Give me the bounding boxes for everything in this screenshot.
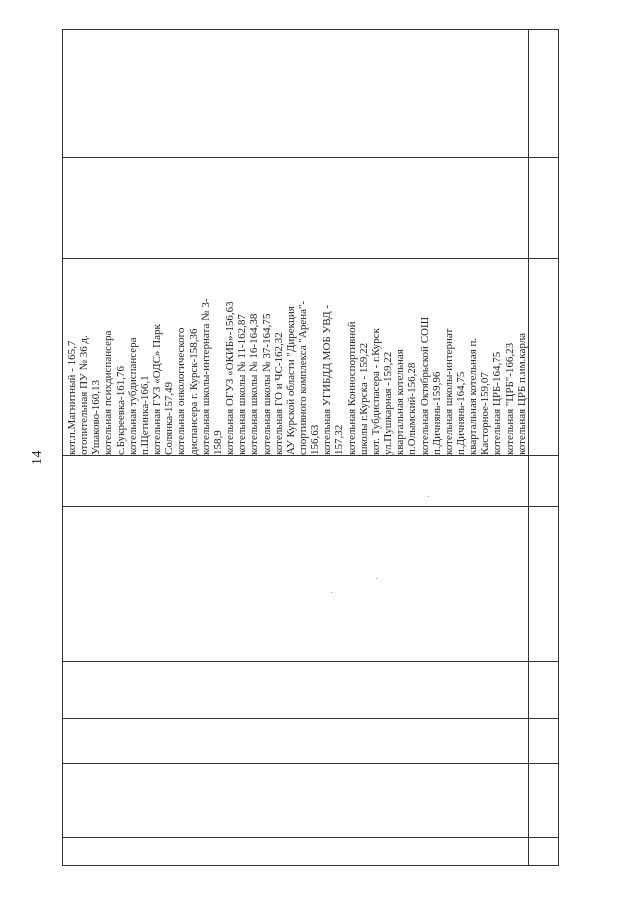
cell-line: 158,9 bbox=[211, 430, 224, 455]
cell-line: 157,32 bbox=[333, 424, 346, 455]
cell-line: 156,63 bbox=[309, 424, 322, 455]
cell-line: Касторное-159,07 bbox=[479, 372, 492, 455]
table-divider bbox=[62, 258, 559, 259]
cell-line: кот.п.Магнитный - 165,7 bbox=[66, 340, 78, 455]
cell-line: спортивного комплекса "Арена"- bbox=[296, 300, 309, 455]
cell-line: с.Букреевка-161,76 bbox=[114, 366, 127, 455]
cell-line: котельная школы-интернат bbox=[442, 328, 455, 455]
cell-line: отопительная ПУ № 36 д. bbox=[78, 335, 91, 455]
cell-line: кот. Тубдиспасера - г.Курск bbox=[369, 328, 382, 455]
cell-line: котельная школы-интерната № 3- bbox=[199, 298, 212, 455]
cell-line: п.Дичнянь-164,75 bbox=[455, 371, 467, 455]
cell-line: котельная ГО и ЧС-162,32 bbox=[272, 332, 285, 455]
cell-line: Солянка-157,49 bbox=[163, 381, 176, 455]
table-divider bbox=[62, 455, 559, 456]
table-divider bbox=[62, 718, 559, 719]
cell-line: котельная ГУЗ «ОДС» Парк bbox=[151, 324, 164, 455]
cell-line: котельная ЦРБ п.им.карла bbox=[515, 332, 528, 455]
cell-line: котельная ОГУЗ «ОКИБ»-156,63 bbox=[224, 301, 237, 455]
cell-line: квартальная котельная bbox=[394, 349, 407, 455]
boiler-list-cell bbox=[66, 260, 553, 455]
cell-line: котельная Конноспортивной bbox=[345, 321, 358, 455]
cell-line: котельная ЦРБ-164,75 bbox=[491, 351, 504, 455]
cell-line: школы г.Курска - 159,22 bbox=[357, 342, 370, 455]
cell-line: п.Дичнянь-159,96 bbox=[430, 371, 443, 455]
cell-line: котельная тубдиспансера bbox=[126, 337, 139, 455]
cell-line: диспансера г. Курск-158,36 bbox=[187, 328, 200, 455]
cell-line: котельная школы № 16-164,38 bbox=[248, 313, 261, 455]
cell-line: квартальная котельная п. bbox=[467, 337, 480, 455]
cell-line: п.Щетинка-166,1 bbox=[138, 375, 151, 455]
table-divider bbox=[62, 763, 559, 764]
scan-speck bbox=[428, 496, 429, 497]
cell-line: котельная психдиспансера bbox=[102, 330, 115, 455]
cell-line: котельная онкологического bbox=[175, 327, 188, 455]
page-number: 14 bbox=[30, 450, 45, 465]
scan-speck bbox=[331, 592, 332, 593]
cell-line: котельная "ЦРБ"-166,23 bbox=[503, 342, 516, 455]
cell-line: котельная школы № 37-164,75 bbox=[260, 313, 273, 455]
cell-line: котельная Октябрьской СОШ bbox=[418, 316, 431, 455]
cell-line: п.Олымский-156,28 bbox=[406, 362, 419, 455]
table-divider bbox=[62, 157, 559, 158]
cell-line: Ушаково-160,13 bbox=[90, 380, 103, 455]
table-divider bbox=[62, 661, 559, 662]
cell-line: ул.Пушкарная -159,22 bbox=[382, 351, 395, 455]
cell-line: АУ Курской области "Дирекция bbox=[284, 306, 297, 455]
table-divider bbox=[62, 506, 559, 507]
table-divider bbox=[62, 837, 559, 838]
cell-line: котельная УГИБДД МОБ УВД - bbox=[321, 304, 334, 455]
cell-line: котельная школы № 11-162,87 bbox=[236, 314, 249, 455]
scan-speck bbox=[376, 578, 377, 579]
